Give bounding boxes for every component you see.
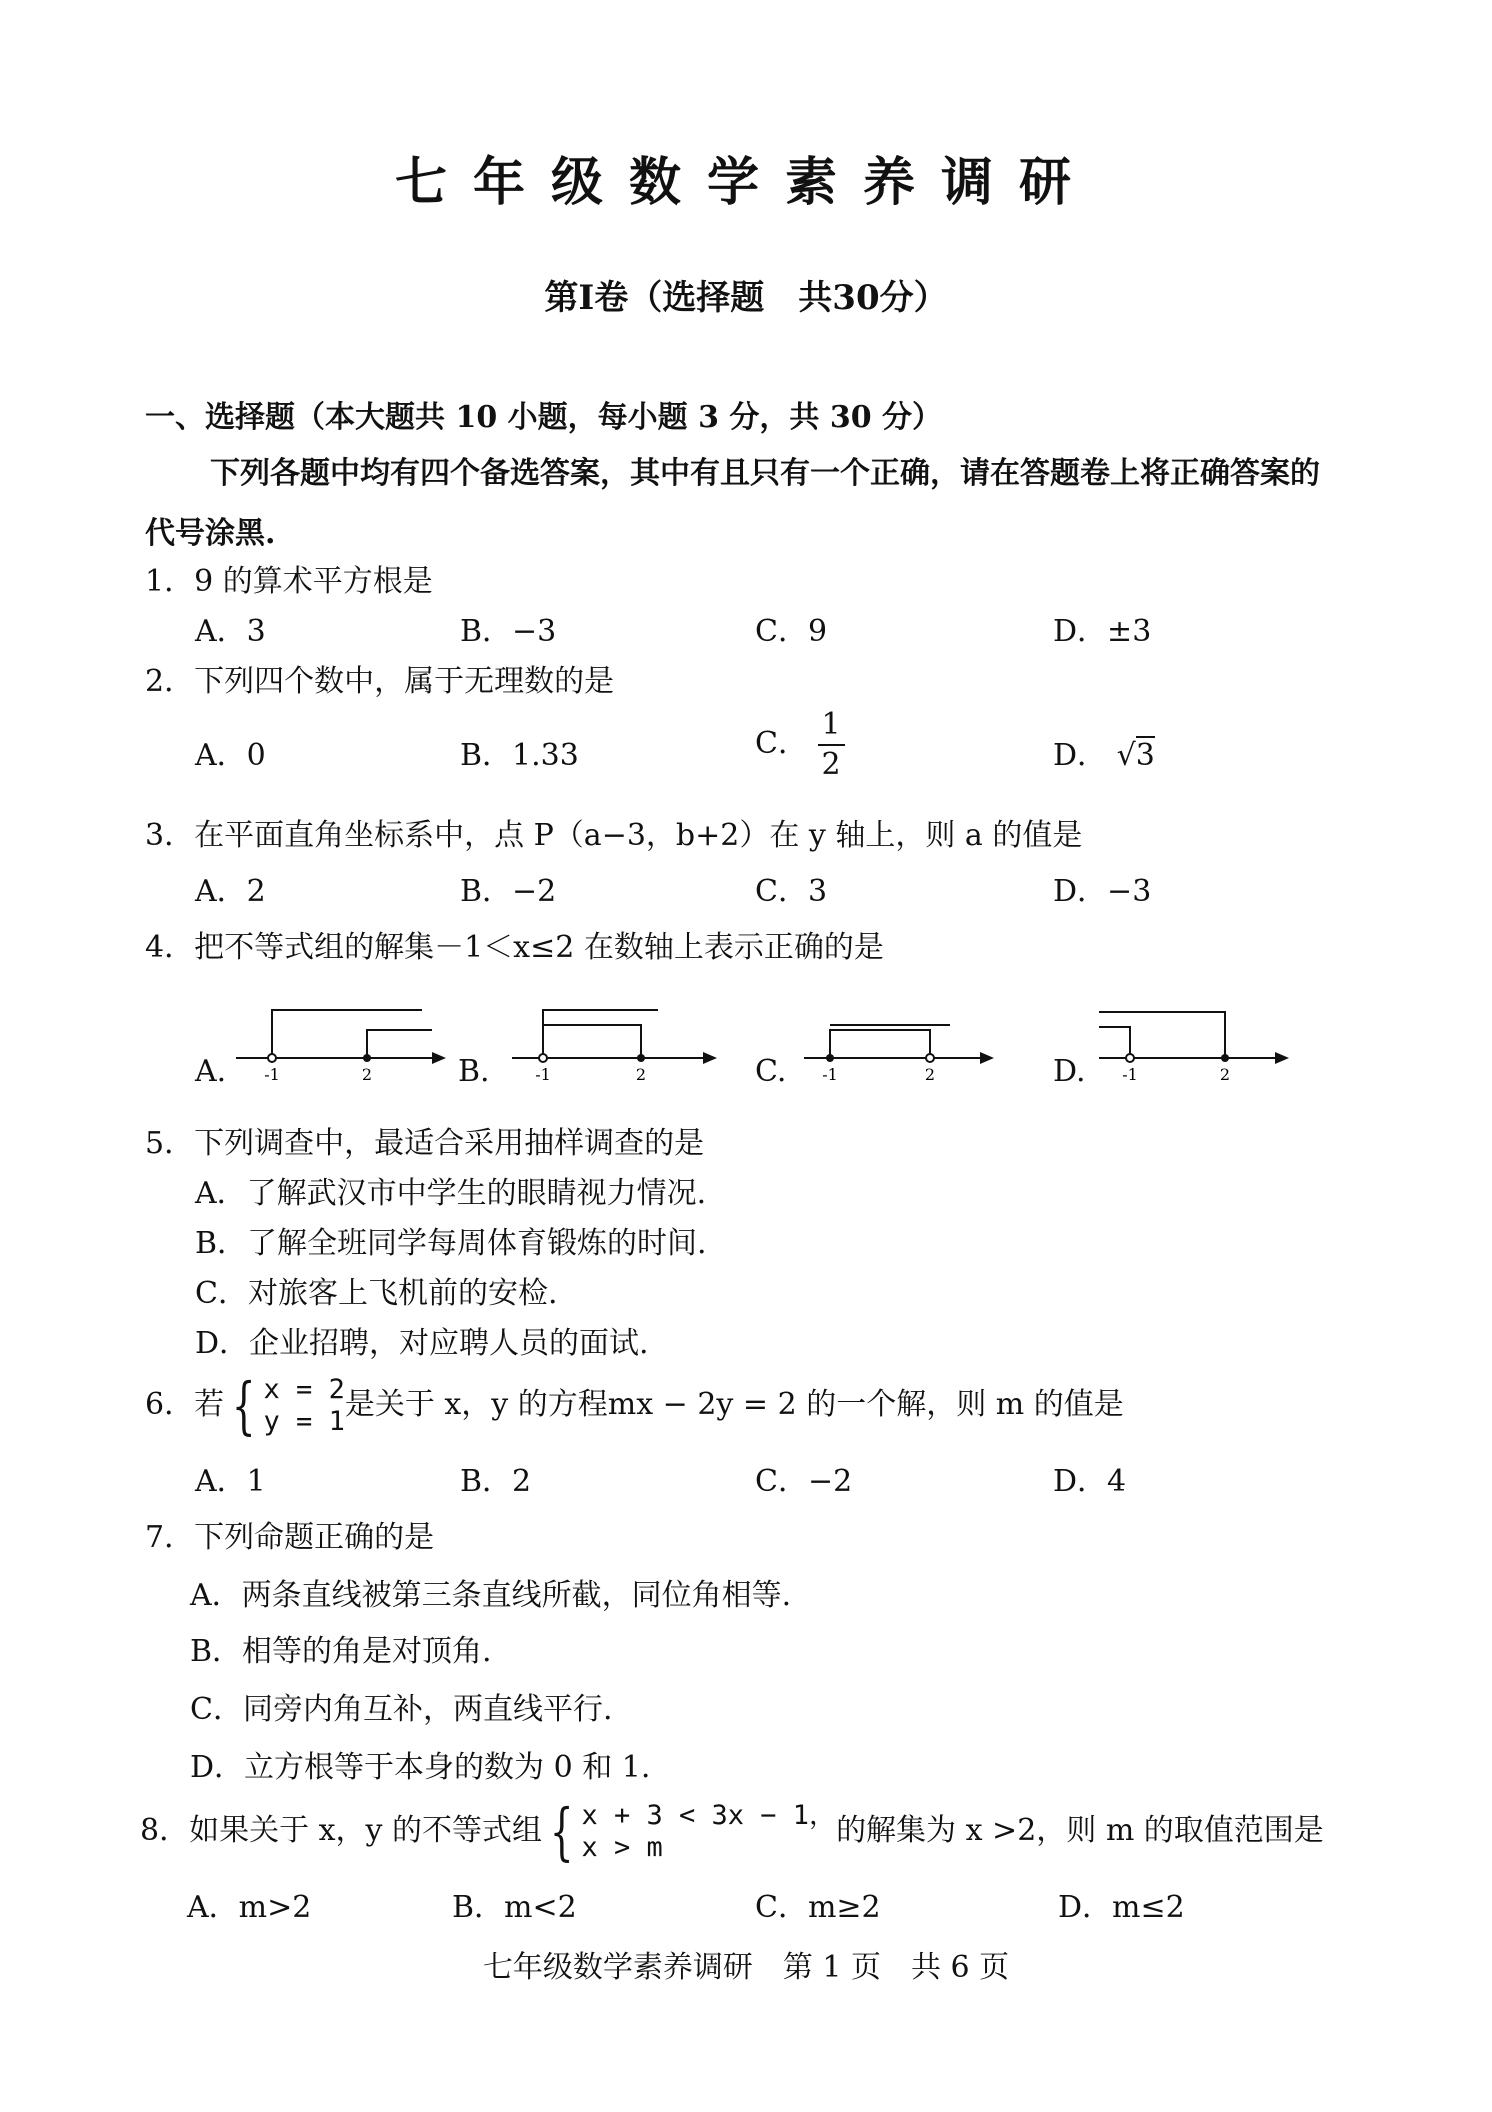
q8-option-a: A．m>2: [187, 1890, 312, 1925]
question-3-stem: 3．在平面直角坐标系中，点 P（a−3，b+2）在 y 轴上，则 a 的值是: [145, 818, 1083, 853]
q2-option-b: B．1.33: [460, 738, 579, 773]
tick-label-neg1: -1: [1122, 1065, 1138, 1084]
q2-option-a: A．0: [195, 738, 266, 773]
q1-option-c: C．9: [755, 614, 828, 649]
q5-option-a: A．了解武汉市中学生的眼睛视力情况.: [195, 1176, 707, 1211]
q2-option-c: C． $\frac{1}{2}$: [755, 706, 845, 784]
inequality-system: x + 3 < 3x − 1， x > m: [581, 1800, 837, 1863]
q6-option-b: B．2: [460, 1464, 532, 1499]
instruction-line-1: 下列各题中均有四个备选答案，其中有且只有一个正确，请在答题卷上将正确答案的: [210, 456, 1320, 491]
q6-option-a: A．1: [195, 1464, 266, 1499]
section-subtitle: 第Ⅰ卷（选择题 共30分）: [544, 278, 948, 318]
question-1-stem: 1．9 的算术平方根是: [145, 564, 433, 599]
tick-label-neg1: -1: [535, 1065, 551, 1084]
q6-option-d: D．4: [1053, 1464, 1127, 1499]
q3-option-a: A．2: [195, 874, 266, 909]
fraction-one-half: $\frac{1}{2}$: [818, 706, 845, 784]
number-line-a: [232, 1000, 447, 1086]
equation-system: x = 2 y = 1: [263, 1374, 345, 1437]
sqrt-symbol: √3: [1116, 738, 1155, 773]
q8-option-b: B．m<2: [452, 1890, 577, 1925]
page-footer: 七年级数学素养调研 第 1 页 共 6 页: [482, 1950, 1010, 1985]
question-6-stem: 6．若 { x = 2 y = 1 是关于 x，y 的方程mx − 2y = 2 的一个解，则 m 的值是: [145, 1369, 1124, 1442]
q3-option-c: C．3: [755, 874, 828, 909]
q7-option-d: D．立方根等于本身的数为 0 和 1.: [190, 1750, 651, 1785]
question-2-stem: 2．下列四个数中，属于无理数的是: [145, 664, 615, 699]
q7-option-b: B．相等的角是对顶角.: [190, 1634, 492, 1669]
number-line-b: [508, 1000, 723, 1086]
tick-label-2: 2: [924, 1065, 936, 1084]
q5-option-d: D．企业招聘，对应聘人员的面试.: [195, 1326, 649, 1361]
question-5-stem: 5．下列调查中，最适合采用抽样调查的是: [145, 1126, 705, 1161]
q7-option-c: C．同旁内角互补，两直线平行.: [190, 1692, 613, 1727]
tick-label-neg1: -1: [264, 1065, 280, 1084]
number-line-d: [1095, 1000, 1295, 1086]
q4-option-a: A.: [195, 1054, 227, 1089]
q2-option-d: D． √3: [1053, 738, 1155, 773]
q3-option-d: D．−3: [1053, 874, 1152, 909]
q8-option-c: C．m≥2: [755, 1890, 881, 1925]
tick-label-2: 2: [1219, 1065, 1231, 1084]
q3-option-b: B．−2: [460, 874, 557, 909]
q8-option-d: D．m≤2: [1058, 1890, 1185, 1925]
tick-label-2: 2: [635, 1065, 647, 1084]
q1-option-b: B．−3: [460, 614, 557, 649]
q1-option-d: D．±3: [1053, 614, 1152, 649]
question-7-stem: 7．下列命题正确的是: [145, 1520, 435, 1555]
question-4-stem: 4．把不等式组的解集－1＜x≤2 在数轴上表示正确的是: [145, 930, 884, 965]
question-8-stem: 8．如果关于 x，y 的不等式组 { x + 3 < 3x − 1， x > m 的解集为 x >2，则 m 的取值范围是: [140, 1795, 1324, 1868]
brace-symbol: {: [549, 1795, 574, 1868]
q7-option-a: A．两条直线被第三条直线所截，同位角相等.: [190, 1578, 792, 1613]
number-line-c: [800, 1000, 1000, 1086]
q4-option-c: C.: [755, 1054, 787, 1089]
q6-option-c: C．−2: [755, 1464, 853, 1499]
q1-option-a: A．3: [195, 614, 266, 649]
q4-option-b: B.: [458, 1054, 490, 1089]
page-title: 七年级数学素养调研: [394, 152, 1097, 213]
tick-label-neg1: -1: [822, 1065, 838, 1084]
q4-option-d: D.: [1053, 1054, 1086, 1089]
instruction-line-2: 代号涂黑.: [145, 516, 276, 551]
brace-symbol: {: [231, 1369, 256, 1442]
tick-label-2: 2: [361, 1065, 373, 1084]
q5-option-b: B．了解全班同学每周体育锻炼的时间.: [195, 1226, 707, 1261]
q5-option-c: C．对旅客上飞机前的安检.: [195, 1276, 558, 1311]
section-heading: 一、选择题（本大题共 10 小题，每小题 3 分，共 30 分）: [145, 400, 943, 435]
